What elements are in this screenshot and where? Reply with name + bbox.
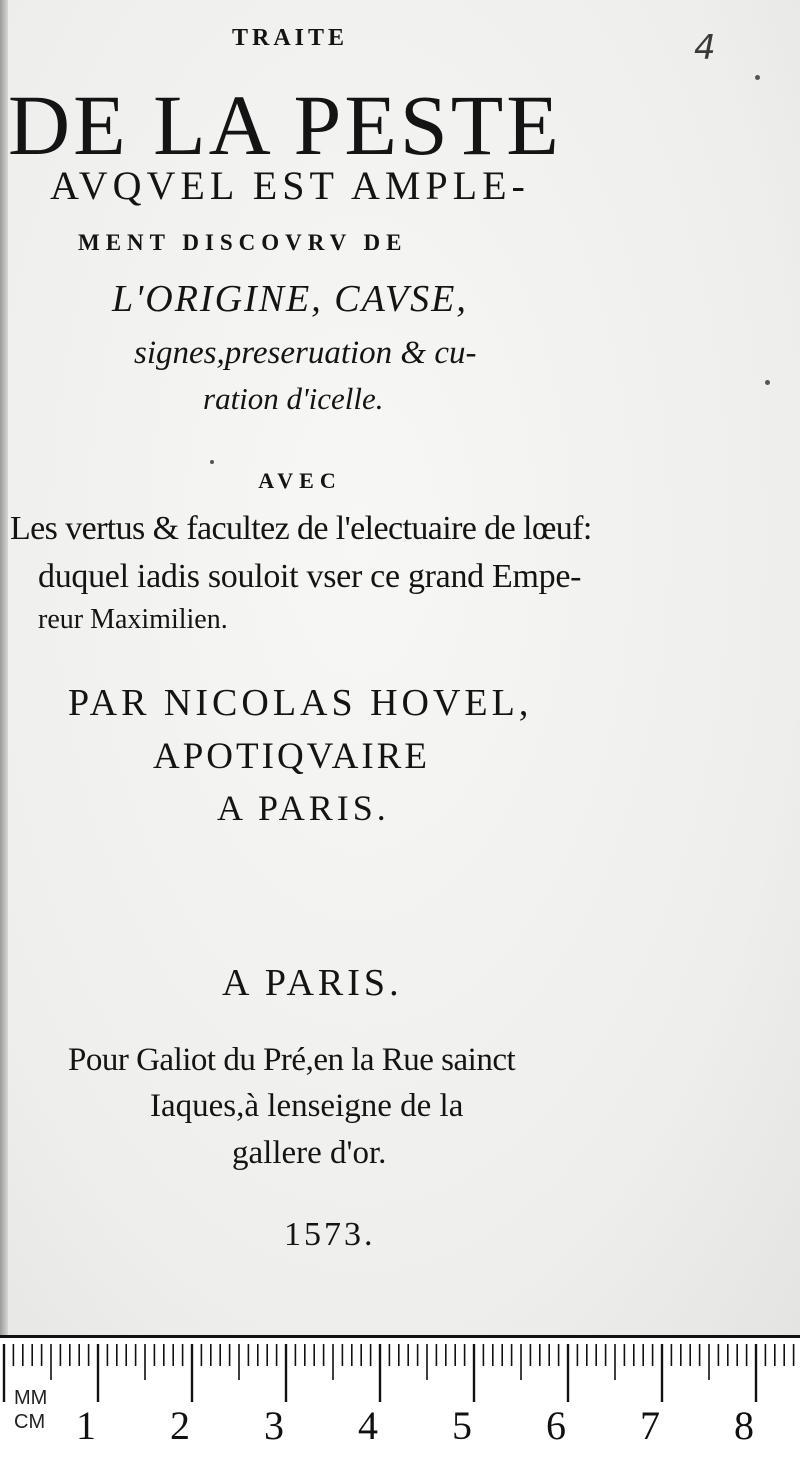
avec-heading: AVEC bbox=[258, 468, 342, 493]
ruler-number: 4 bbox=[358, 1403, 378, 1448]
author-line-3: A PARIS. bbox=[217, 788, 390, 828]
ruler-unit-cm: CM bbox=[14, 1411, 46, 1433]
title-line-6: signes,preseruation & cu- bbox=[134, 335, 477, 371]
heading-main-title: DE LA PESTE bbox=[8, 77, 562, 173]
page-edge-shadow bbox=[0, 0, 8, 1335]
folio-number: 4 bbox=[694, 28, 716, 68]
ink-speck bbox=[755, 75, 760, 80]
ruler-number: 3 bbox=[264, 1403, 284, 1448]
measurement-ruler bbox=[0, 1335, 800, 1461]
ruler-number: 8 bbox=[734, 1403, 754, 1448]
author-line-1: PAR NICOLAS HOVEL, bbox=[68, 682, 533, 724]
publication-year: 1573. bbox=[284, 1216, 376, 1253]
imprint-city: A PARIS. bbox=[222, 962, 403, 1004]
publisher-line-1: Pour Galiot du Pré,en la Rue sainct bbox=[68, 1042, 516, 1078]
ruler-number: 5 bbox=[452, 1403, 472, 1448]
ruler-number: 2 bbox=[170, 1403, 190, 1448]
ink-speck bbox=[210, 460, 214, 464]
title-line-7: ration d'icelle. bbox=[203, 381, 384, 416]
publisher-line-2: Iaques,à lenseigne de la bbox=[150, 1088, 464, 1124]
ruler-ticks bbox=[0, 1338, 800, 1461]
description-line-2: duquel iadis souloit vser ce grand Empe- bbox=[38, 558, 582, 595]
description-line-3: reur Maximilien. bbox=[38, 604, 228, 635]
author-line-2: APOTIQVAIRE bbox=[153, 736, 430, 777]
title-line-4: MENT DISCOVRV DE bbox=[78, 230, 408, 255]
ruler-number: 6 bbox=[546, 1403, 566, 1448]
ruler-unit-mm: MM bbox=[14, 1387, 48, 1409]
publisher-line-3: gallere d'or. bbox=[232, 1135, 387, 1171]
description-line-1: Les vertus & facultez de l'electuaire de lœuf: bbox=[10, 510, 592, 547]
ruler-number: 1 bbox=[76, 1403, 96, 1448]
heading-traite: TRAITE bbox=[231, 25, 349, 51]
title-line-3: AVQVEL EST AMPLE- bbox=[50, 163, 530, 208]
ink-speck bbox=[765, 380, 770, 385]
title-line-5: L'ORIGINE, CAVSE, bbox=[112, 278, 468, 320]
ruler-number: 7 bbox=[640, 1403, 660, 1448]
